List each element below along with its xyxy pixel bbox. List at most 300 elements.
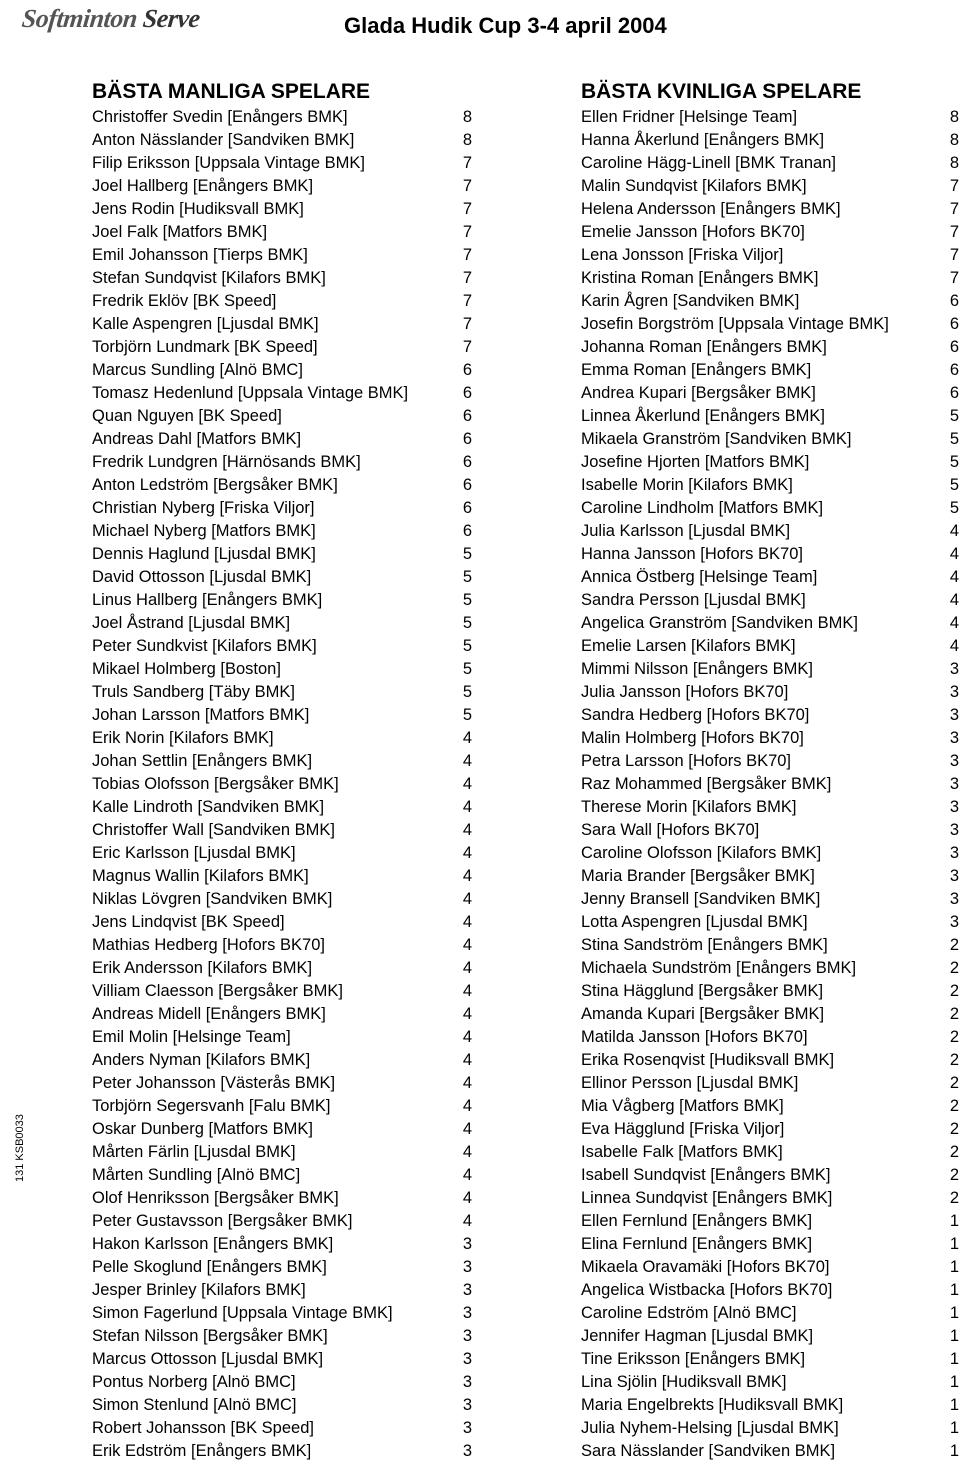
player-name: Tomasz Hedenlund [Uppsala Vintage BMK]	[92, 384, 409, 402]
player-points: 5	[462, 568, 472, 586]
men-player-row	[92, 1371, 472, 1394]
player-name: Linnea Åkerlund [Enångers BMK]	[581, 407, 825, 425]
player-name: Oskar Dunberg [Matfors BMK]	[92, 1120, 313, 1138]
men-player-row	[92, 1210, 472, 1233]
women-player-list	[581, 106, 959, 1463]
player-name: Michaela Sundström [Enångers BMK]	[581, 959, 857, 977]
player-points: 5	[949, 499, 959, 517]
player-points: 5	[462, 614, 472, 632]
player-name: Hanna Jansson [Hofors BK70]	[581, 545, 803, 563]
player-name: Hanna Åkerlund [Enångers BMK]	[581, 131, 825, 149]
player-name: Sara Nässlander [Sandviken BMK]	[581, 1442, 836, 1460]
men-player-row	[92, 359, 472, 382]
men-player-row	[92, 1164, 472, 1187]
player-name: Johan Settlin [Enångers BMK]	[92, 752, 313, 770]
women-section	[581, 78, 959, 1463]
player-points: 4	[949, 568, 959, 586]
player-points: 8	[949, 131, 959, 149]
player-name: Jens Lindqvist [BK Speed]	[92, 913, 285, 931]
player-name: Kalle Aspengren [Ljusdal BMK]	[92, 315, 319, 333]
player-points: 5	[462, 683, 472, 701]
women-player-row	[581, 428, 959, 451]
women-player-row	[581, 221, 959, 244]
women-player-row	[581, 1302, 959, 1325]
women-player-row	[581, 842, 959, 865]
player-points: 5	[949, 407, 959, 425]
player-points: 3	[462, 1258, 472, 1276]
player-name: Tobias Olofsson [Bergsåker BMK]	[92, 775, 339, 793]
player-points: 5	[462, 545, 472, 563]
player-name: Kalle Lindroth [Sandviken BMK]	[92, 798, 325, 816]
player-name: Lotta Aspengren [Ljusdal BMK]	[581, 913, 808, 931]
men-player-row	[92, 1348, 472, 1371]
player-name: Stefan Nilsson [Bergsåker BMK]	[92, 1327, 328, 1345]
player-points: 4	[462, 798, 472, 816]
men-player-row	[92, 543, 472, 566]
player-name: Julia Nyhem-Helsing [Ljusdal BMK]	[581, 1419, 839, 1437]
player-points: 6	[462, 499, 472, 517]
player-name: Ellen Fridner [Helsinge Team]	[581, 108, 798, 126]
men-player-row	[92, 382, 472, 405]
player-name: Villiam Claesson [Bergsåker BMK]	[92, 982, 343, 1000]
player-name: Peter Sundkvist [Kilafors BMK]	[92, 637, 317, 655]
player-name: Simon Stenlund [Alnö BMC]	[92, 1396, 297, 1414]
player-name: Robert Johansson [BK Speed]	[92, 1419, 314, 1437]
player-name: Truls Sandberg [Täby BMK]	[92, 683, 295, 701]
women-player-row	[581, 658, 959, 681]
player-points: 2	[949, 1051, 959, 1069]
player-points: 7	[949, 223, 959, 241]
player-name: Magnus Wallin [Kilafors BMK]	[92, 867, 309, 885]
women-player-row	[581, 129, 959, 152]
player-points: 4	[949, 522, 959, 540]
men-player-row	[92, 152, 472, 175]
men-player-row	[92, 1440, 472, 1463]
men-player-row	[92, 819, 472, 842]
women-player-row	[581, 336, 959, 359]
player-name: Christian Nyberg [Friska Viljor]	[92, 499, 315, 517]
player-points: 4	[462, 1005, 472, 1023]
women-player-row	[581, 175, 959, 198]
player-name: Anton Nässlander [Sandviken BMK]	[92, 131, 355, 149]
women-player-row	[581, 635, 959, 658]
player-points: 6	[462, 407, 472, 425]
player-points: 4	[462, 729, 472, 747]
men-player-row	[92, 911, 472, 934]
men-player-row	[92, 1003, 472, 1026]
player-name: Marcus Sundling [Alnö BMC]	[92, 361, 303, 379]
player-points: 2	[949, 1074, 959, 1092]
men-player-row	[92, 1325, 472, 1348]
player-name: Matilda Jansson [Hofors BK70]	[581, 1028, 808, 1046]
women-player-row	[581, 1118, 959, 1141]
player-name: Johan Larsson [Matfors BMK]	[92, 706, 310, 724]
player-name: Petra Larsson [Hofors BK70]	[581, 752, 792, 770]
women-player-row	[581, 290, 959, 313]
player-points: 5	[462, 660, 472, 678]
player-name: Pelle Skoglund [Enångers BMK]	[92, 1258, 327, 1276]
women-player-row	[581, 1141, 959, 1164]
women-player-row	[581, 612, 959, 635]
men-player-row	[92, 727, 472, 750]
player-points: 4	[462, 982, 472, 1000]
player-points: 5	[462, 637, 472, 655]
player-name: Quan Nguyen [BK Speed]	[92, 407, 282, 425]
player-points: 1	[949, 1258, 959, 1276]
player-name: Angelica Wistbacka [Hofors BK70]	[581, 1281, 833, 1299]
women-player-row	[581, 727, 959, 750]
player-points: 2	[949, 1097, 959, 1115]
player-points: 4	[462, 752, 472, 770]
women-player-row	[581, 1072, 959, 1095]
player-points: 7	[949, 177, 959, 195]
player-points: 6	[462, 453, 472, 471]
player-points: 4	[462, 1097, 472, 1115]
player-points: 4	[462, 1051, 472, 1069]
player-name: Anders Nyman [Kilafors BMK]	[92, 1051, 311, 1069]
player-points: 1	[949, 1304, 959, 1322]
player-name: Stina Sandström [Enångers BMK]	[581, 936, 828, 954]
player-points: 7	[462, 315, 472, 333]
men-player-row	[92, 244, 472, 267]
player-points: 3	[949, 844, 959, 862]
player-name: Caroline Hägg-Linell [BMK Tranan]	[581, 154, 836, 172]
player-name: Linus Hallberg [Enångers BMK]	[92, 591, 323, 609]
logo-text-softminton: Softminton	[20, 4, 139, 33]
player-name: Filip Eriksson [Uppsala Vintage BMK]	[92, 154, 365, 172]
women-player-row	[581, 681, 959, 704]
player-points: 3	[462, 1281, 472, 1299]
player-name: Jens Rodin [Hudiksvall BMK]	[92, 200, 304, 218]
player-name: Mikaela Oravamäki [Hofors BK70]	[581, 1258, 830, 1276]
women-player-row	[581, 382, 959, 405]
women-player-row	[581, 865, 959, 888]
player-points: 1	[949, 1373, 959, 1391]
player-points: 3	[462, 1442, 472, 1460]
player-name: Erika Rosenqvist [Hudiksvall BMK]	[581, 1051, 835, 1069]
women-player-row	[581, 566, 959, 589]
player-points: 1	[949, 1419, 959, 1437]
player-name: Erik Andersson [Kilafors BMK]	[92, 959, 313, 977]
player-points: 7	[462, 200, 472, 218]
men-player-row	[92, 129, 472, 152]
player-points: 2	[949, 1005, 959, 1023]
player-name: Andreas Dahl [Matfors BMK]	[92, 430, 302, 448]
player-points: 4	[462, 1074, 472, 1092]
women-player-row	[581, 589, 959, 612]
player-name: Angelica Granström [Sandviken BMK]	[581, 614, 858, 632]
women-player-row	[581, 244, 959, 267]
player-points: 1	[949, 1350, 959, 1368]
men-player-row	[92, 796, 472, 819]
men-player-row	[92, 1279, 472, 1302]
women-player-row	[581, 474, 959, 497]
player-name: Lina Sjölin [Hudiksvall BMK]	[581, 1373, 787, 1391]
player-points: 2	[949, 982, 959, 1000]
women-player-row	[581, 957, 959, 980]
women-player-row	[581, 911, 959, 934]
men-player-row	[92, 1095, 472, 1118]
player-points: 6	[462, 476, 472, 494]
women-player-row	[581, 1325, 959, 1348]
player-points: 2	[949, 1189, 959, 1207]
women-player-row	[581, 1164, 959, 1187]
player-name: Sandra Hedberg [Hofors BK70]	[581, 706, 810, 724]
men-player-row	[92, 934, 472, 957]
player-name: Karin Ågren [Sandviken BMK]	[581, 292, 800, 310]
player-points: 4	[462, 1212, 472, 1230]
player-name: Lena Jonsson [Friska Viljor]	[581, 246, 784, 264]
player-points: 1	[949, 1235, 959, 1253]
player-points: 2	[949, 1120, 959, 1138]
men-section	[92, 78, 472, 1463]
player-points: 7	[949, 269, 959, 287]
player-points: 2	[949, 936, 959, 954]
player-points: 4	[462, 775, 472, 793]
men-player-row	[92, 198, 472, 221]
player-points: 1	[949, 1327, 959, 1345]
player-name: Caroline Olofsson [Kilafors BMK]	[581, 844, 822, 862]
player-points: 4	[949, 545, 959, 563]
player-name: Helena Andersson [Enångers BMK]	[581, 200, 841, 218]
men-player-row	[92, 1118, 472, 1141]
player-points: 4	[462, 1166, 472, 1184]
player-points: 3	[949, 683, 959, 701]
player-points: 6	[462, 384, 472, 402]
player-name: Mathias Hedberg [Hofors BK70]	[92, 936, 325, 954]
player-name: Jesper Brinley [Kilafors BMK]	[92, 1281, 306, 1299]
softminton-serve-logo	[20, 4, 201, 34]
player-name: Jenny Bransell [Sandviken BMK]	[581, 890, 821, 908]
men-player-row	[92, 704, 472, 727]
women-player-row	[581, 1348, 959, 1371]
men-player-row	[92, 658, 472, 681]
player-points: 6	[462, 522, 472, 540]
player-points: 2	[949, 959, 959, 977]
women-player-row	[581, 773, 959, 796]
player-points: 4	[462, 1189, 472, 1207]
men-player-row	[92, 681, 472, 704]
player-points: 7	[462, 269, 472, 287]
player-name: Sandra Persson [Ljusdal BMK]	[581, 591, 806, 609]
player-points: 6	[949, 384, 959, 402]
player-points: 3	[949, 729, 959, 747]
men-player-row	[92, 313, 472, 336]
men-player-row	[92, 1049, 472, 1072]
player-points: 4	[462, 821, 472, 839]
player-name: Erik Norin [Kilafors BMK]	[92, 729, 274, 747]
player-name: Tine Eriksson [Enångers BMK]	[581, 1350, 806, 1368]
men-player-row	[92, 474, 472, 497]
player-name: Pontus Norberg [Alnö BMC]	[92, 1373, 296, 1391]
men-player-row	[92, 175, 472, 198]
player-name: Peter Gustavsson [Bergsåker BMK]	[92, 1212, 353, 1230]
player-name: Joel Falk [Matfors BMK]	[92, 223, 268, 241]
player-name: Mia Vågberg [Matfors BMK]	[581, 1097, 784, 1115]
player-points: 6	[949, 338, 959, 356]
women-player-row	[581, 198, 959, 221]
player-name: Simon Fagerlund [Uppsala Vintage BMK]	[92, 1304, 393, 1322]
player-name: Emil Johansson [Tierps BMK]	[92, 246, 308, 264]
men-player-row	[92, 290, 472, 313]
player-points: 4	[949, 591, 959, 609]
men-player-row	[92, 773, 472, 796]
document-title: Glada Hudik Cup 3-4 april 2004	[344, 13, 667, 38]
player-points: 4	[949, 637, 959, 655]
player-points: 6	[949, 361, 959, 379]
men-player-row	[92, 267, 472, 290]
player-name: Eric Karlsson [Ljusdal BMK]	[92, 844, 296, 862]
men-player-row	[92, 1141, 472, 1164]
player-points: 4	[949, 614, 959, 632]
player-name: Caroline Lindholm [Matfors BMK]	[581, 499, 824, 517]
player-points: 3	[949, 752, 959, 770]
player-name: Joel Åstrand [Ljusdal BMK]	[92, 614, 291, 632]
player-name: Mikaela Granström [Sandviken BMK]	[581, 430, 852, 448]
men-player-row	[92, 221, 472, 244]
player-name: Josefin Borgström [Uppsala Vintage BMK]	[581, 315, 889, 333]
men-player-row	[92, 1417, 472, 1440]
player-points: 3	[949, 913, 959, 931]
player-points: 3	[462, 1304, 472, 1322]
player-points: 6	[949, 292, 959, 310]
player-name: Amanda Kupari [Bergsåker BMK]	[581, 1005, 825, 1023]
player-name: Julia Karlsson [Ljusdal BMK]	[581, 522, 791, 540]
men-player-row	[92, 957, 472, 980]
men-player-row	[92, 750, 472, 773]
player-points: 3	[462, 1396, 472, 1414]
player-name: Stina Hägglund [Bergsåker BMK]	[581, 982, 824, 1000]
player-points: 2	[949, 1028, 959, 1046]
men-player-row	[92, 1302, 472, 1325]
player-name: Eva Hägglund [Friska Viljor]	[581, 1120, 785, 1138]
side-document-code: 131 KSB0033	[14, 1114, 26, 1182]
women-player-row	[581, 106, 959, 129]
player-name: Emma Roman [Enångers BMK]	[581, 361, 812, 379]
player-name: Malin Sundqvist [Kilafors BMK]	[581, 177, 807, 195]
player-points: 7	[949, 200, 959, 218]
player-points: 1	[949, 1442, 959, 1460]
women-player-row	[581, 1371, 959, 1394]
player-name: Sara Wall [Hofors BK70]	[581, 821, 760, 839]
player-name: Linnea Sundqvist [Enångers BMK]	[581, 1189, 833, 1207]
player-points: 3	[949, 706, 959, 724]
player-name: Julia Jansson [Hofors BK70]	[581, 683, 789, 701]
men-player-row	[92, 1394, 472, 1417]
player-points: 3	[949, 821, 959, 839]
page-header	[0, 0, 960, 58]
men-player-row	[92, 1187, 472, 1210]
player-name: Isabelle Falk [Matfors BMK]	[581, 1143, 783, 1161]
player-name: Mårten Färlin [Ljusdal BMK]	[92, 1143, 296, 1161]
player-name: Isabelle Morin [Kilafors BMK]	[581, 476, 793, 494]
women-player-row	[581, 750, 959, 773]
men-player-row	[92, 336, 472, 359]
player-name: Raz Mohammed [Bergsåker BMK]	[581, 775, 832, 793]
women-player-row	[581, 451, 959, 474]
player-name: Anton Ledström [Bergsåker BMK]	[92, 476, 338, 494]
player-name: Caroline Edström [Alnö BMC]	[581, 1304, 797, 1322]
player-name: Ellen Fernlund [Enångers BMK]	[581, 1212, 813, 1230]
logo-text-serve: Serve	[141, 4, 202, 33]
player-points: 8	[949, 108, 959, 126]
women-player-row	[581, 267, 959, 290]
player-points: 7	[949, 246, 959, 264]
player-points: 4	[462, 959, 472, 977]
men-player-row	[92, 612, 472, 635]
women-player-row	[581, 1256, 959, 1279]
player-points: 3	[462, 1419, 472, 1437]
player-points: 3	[949, 890, 959, 908]
player-name: Emil Molin [Helsinge Team]	[92, 1028, 291, 1046]
women-player-row	[581, 152, 959, 175]
player-name: Josefine Hjorten [Matfors BMK]	[581, 453, 810, 471]
player-name: Emelie Jansson [Hofors BK70]	[581, 223, 805, 241]
women-player-row	[581, 1417, 959, 1440]
men-player-row	[92, 1233, 472, 1256]
player-name: Peter Johansson [Västerås BMK]	[92, 1074, 336, 1092]
player-points: 6	[462, 361, 472, 379]
women-player-row	[581, 543, 959, 566]
player-points: 7	[462, 292, 472, 310]
player-points: 7	[462, 223, 472, 241]
player-points: 4	[462, 1028, 472, 1046]
player-name: Stefan Sundqvist [Kilafors BMK]	[92, 269, 326, 287]
player-points: 3	[949, 775, 959, 793]
women-player-row	[581, 980, 959, 1003]
women-player-row	[581, 1026, 959, 1049]
men-player-row	[92, 1256, 472, 1279]
women-player-row	[581, 405, 959, 428]
player-name: David Ottosson [Ljusdal BMK]	[92, 568, 312, 586]
player-name: Hakon Karlsson [Enångers BMK]	[92, 1235, 334, 1253]
men-player-row	[92, 497, 472, 520]
player-points: 3	[462, 1350, 472, 1368]
men-player-row	[92, 451, 472, 474]
men-player-row	[92, 842, 472, 865]
women-player-row	[581, 888, 959, 911]
women-player-row	[581, 1210, 959, 1233]
player-points: 5	[949, 476, 959, 494]
player-name: Therese Morin [Kilafors BMK]	[581, 798, 797, 816]
women-player-row	[581, 313, 959, 336]
player-name: Torbjörn Lundmark [BK Speed]	[92, 338, 318, 356]
player-points: 8	[462, 131, 472, 149]
player-name: Annica Östberg [Helsinge Team]	[581, 568, 818, 586]
women-player-row	[581, 819, 959, 842]
men-player-row	[92, 1072, 472, 1095]
women-player-row	[581, 934, 959, 957]
player-points: 2	[949, 1143, 959, 1161]
women-player-row	[581, 1095, 959, 1118]
women-player-row	[581, 1394, 959, 1417]
player-name: Johanna Roman [Enångers BMK]	[581, 338, 827, 356]
player-points: 3	[462, 1235, 472, 1253]
player-name: Isabell Sundqvist [Enångers BMK]	[581, 1166, 831, 1184]
player-name: Michael Nyberg [Matfors BMK]	[92, 522, 316, 540]
player-points: 3	[462, 1327, 472, 1345]
player-points: 8	[949, 154, 959, 172]
player-points: 2	[949, 1166, 959, 1184]
women-player-row	[581, 1187, 959, 1210]
women-player-row	[581, 704, 959, 727]
men-player-row	[92, 635, 472, 658]
men-heading: BÄSTA MANLIGA SPELARE	[92, 80, 371, 103]
player-points: 4	[462, 867, 472, 885]
women-player-row	[581, 796, 959, 819]
player-name: Fredrik Lundgren [Härnösands BMK]	[92, 453, 361, 471]
women-player-row	[581, 1003, 959, 1026]
